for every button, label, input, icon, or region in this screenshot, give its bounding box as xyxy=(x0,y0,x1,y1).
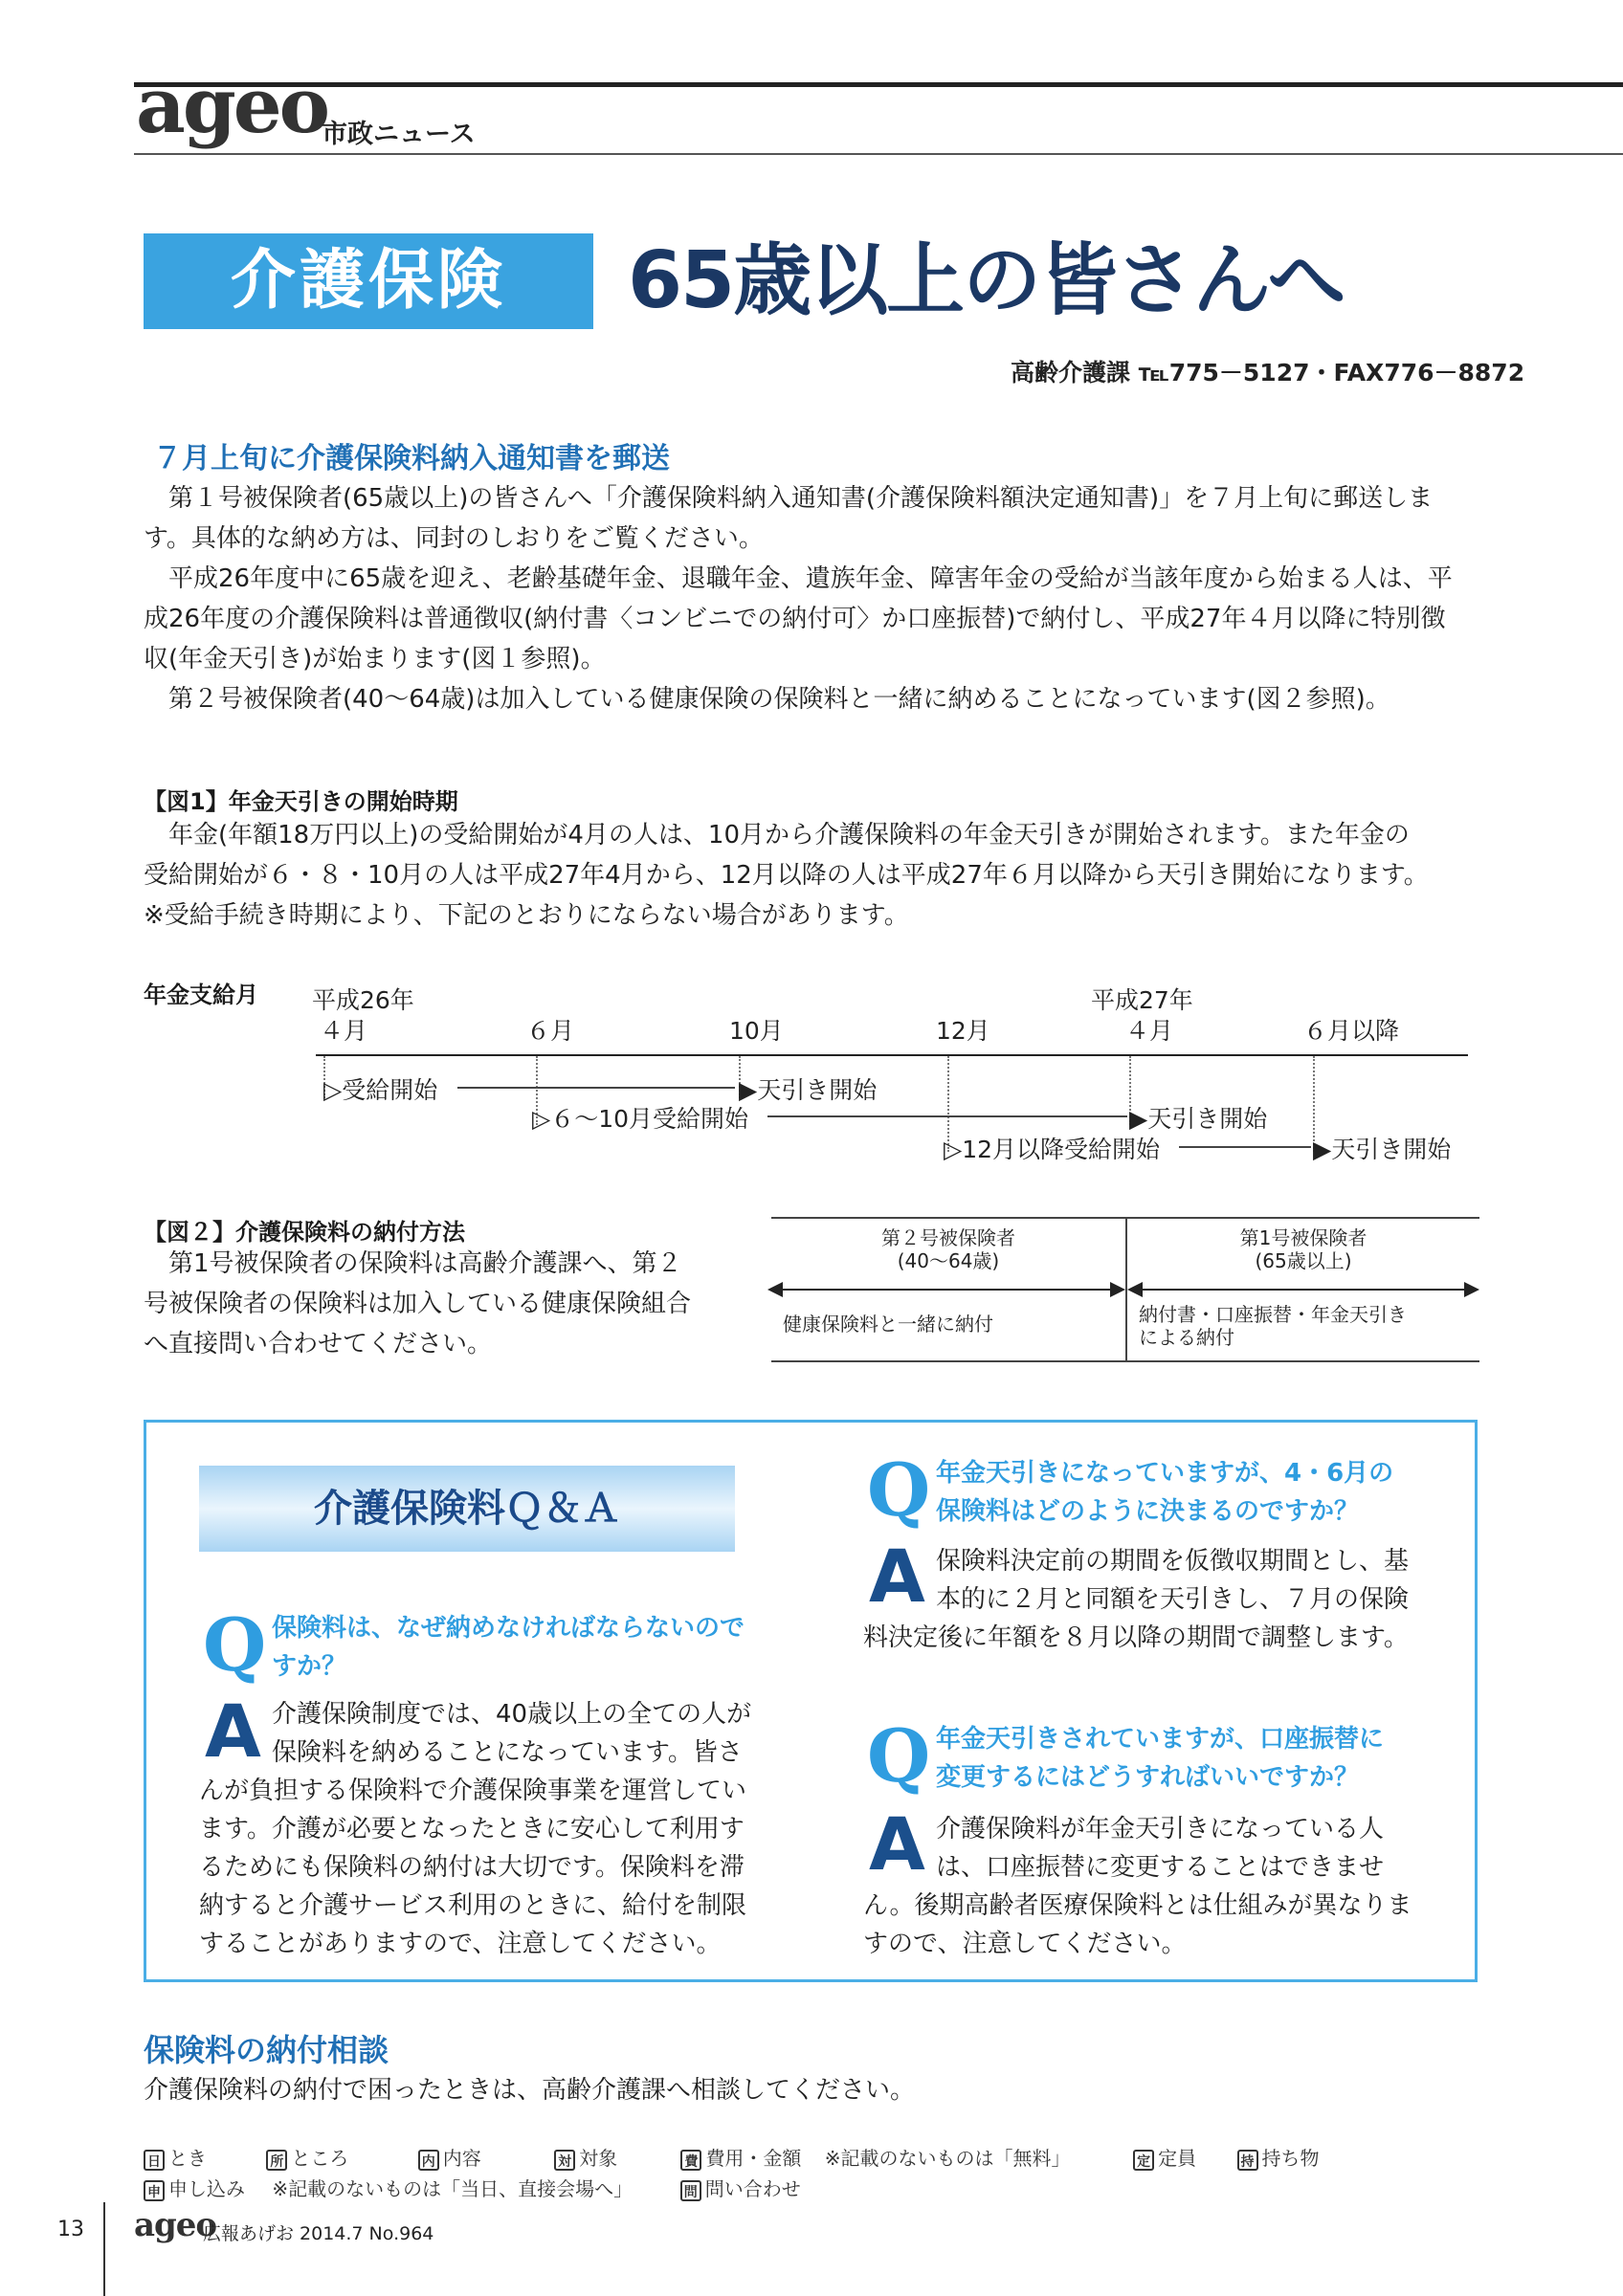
fig2-line: 号被保険者の保険料は加入している健康保険組合 xyxy=(144,1290,692,1318)
notice-line: 第１号被保険者(65歳以上)の皆さんへ「介護保険料納入通知書(介護保険料額決定通知書)」を７月上旬に郵送しま xyxy=(168,484,1434,513)
a1-line: ます。介護が必要となったときに安心して利用す xyxy=(199,1815,745,1843)
q1-line: すか？ xyxy=(272,1652,347,1681)
fig2-arrowhead-left xyxy=(767,1282,783,1297)
legend-item xyxy=(1133,2143,1231,2171)
timeline-row2-line xyxy=(767,1115,1127,1117)
fig2-arrow-right-shaft xyxy=(1139,1289,1472,1291)
legend-label: 対象 xyxy=(579,2147,618,2170)
fig2-heading: 【図２】介護保険料の納付方法 xyxy=(144,1219,465,1246)
footer-text: 広報あげお 2014.7 No.964 xyxy=(203,2223,434,2244)
legend-label: 費用・金額 xyxy=(705,2147,802,2170)
fig2-col2-body-line: 納付書・口座振替・年金天引き xyxy=(1139,1303,1407,1326)
q2-text xyxy=(936,1454,1453,1531)
a3-mark: A xyxy=(869,1801,925,1887)
a1-line: 介護保険制度では、40歳以上の全ての人が xyxy=(272,1700,752,1729)
fig2-col2-body xyxy=(1139,1303,1407,1349)
notice-line: 平成26年度中に65歳を迎え、老齢基礎年金、退職年金、遺族年金、障害年金の受給が当該年度から始まる人は、平 xyxy=(168,564,1453,593)
q2-mark: Q xyxy=(867,1447,931,1533)
fig1-body xyxy=(144,815,1483,936)
timeline-month: 12月 xyxy=(936,1017,990,1045)
header-rule xyxy=(134,82,1623,87)
fig2-col1-title: 第２号被保険者 xyxy=(881,1226,1015,1249)
notice-line: 収(年金天引き)が始まります(図１参照)。 xyxy=(144,645,606,673)
fig1-line: 年金(年額18万円以上)の受給開始が4月の人は、10月から介護保険料の年金天引きが開始されます。また年金の xyxy=(168,821,1410,850)
title-tag: 介護保険 xyxy=(144,233,593,329)
legend-row-1 xyxy=(144,2143,1483,2171)
target-icon: 対 xyxy=(554,2150,575,2171)
fig1-line: 受給開始が６・８・10月の人は平成27年4月から、12月以降の人は平成27年６月以降から天引き開始になります。 xyxy=(144,861,1429,890)
fig2-line: 第1号被保険者の保険料は高齢介護課へ、第２ xyxy=(168,1249,682,1278)
timeline-month: ４月 xyxy=(1125,1017,1174,1045)
legend-item xyxy=(680,2174,834,2201)
legend-item xyxy=(418,2143,548,2171)
capacity-icon: 定 xyxy=(1133,2150,1154,2171)
fig2-arrowhead-right xyxy=(1110,1282,1125,1297)
a3-line: ん。後期高齢者医療保険料とは仕組みが異なりま xyxy=(863,1891,1412,1920)
a3-text xyxy=(863,1801,1456,1963)
q3-text xyxy=(936,1720,1453,1797)
legend-label: 申し込み xyxy=(168,2177,245,2200)
belongings-icon: 持 xyxy=(1237,2150,1258,2171)
fig2-arrowhead-right-2 xyxy=(1464,1282,1479,1297)
legend-label: 問い合わせ xyxy=(704,2177,801,2200)
a2-line: 本的に２月と同額を天引きし、７月の保険 xyxy=(936,1585,1410,1614)
inquiry-icon: 問 xyxy=(680,2180,701,2201)
page-title: 65歳以上の皆さんへ xyxy=(628,235,1345,326)
fig2-col1-head xyxy=(771,1226,1125,1272)
legend-label: とき xyxy=(168,2147,207,2170)
q3-mark: Q xyxy=(867,1713,931,1799)
timeline-row2-end: ▶天引き開始 xyxy=(1129,1105,1268,1133)
timeline-row1-end: ▶天引き開始 xyxy=(739,1076,878,1104)
a3-line: は、口座振替に変更することはできませ xyxy=(936,1853,1385,1882)
apply-icon: 申 xyxy=(144,2180,165,2201)
header-subrule xyxy=(134,153,1623,155)
notice-line: 第２号被保険者(40～64歳)は加入している健康保険の保険料と一緒に納めることになっています(図２参照)。 xyxy=(168,685,1390,714)
legend-item xyxy=(266,2143,411,2171)
fig2-body xyxy=(144,1244,737,1364)
legend-label: 定員 xyxy=(1158,2147,1197,2170)
timeline-year-2: 平成27年 xyxy=(1091,986,1193,1014)
legend-label: ところ xyxy=(291,2147,349,2170)
q3-line: 変更するにはどうすればいいですか？ xyxy=(936,1763,1360,1792)
timeline-axis xyxy=(316,1054,1468,1056)
fig2-arrowhead-left-2 xyxy=(1127,1282,1143,1297)
legend-row-2 xyxy=(144,2174,1483,2201)
a2-mark: A xyxy=(869,1534,925,1619)
timeline-row2-start: ▷６～10月受給開始 xyxy=(532,1105,749,1133)
legend-label: 内容 xyxy=(442,2147,481,2170)
fig2-col1-body: 健康保険料と一緒に納付 xyxy=(783,1313,993,1336)
fig2-col2-age: (65歳以上) xyxy=(1255,1249,1352,1272)
a3-line: 介護保険料が年金天引きになっている人 xyxy=(936,1815,1385,1843)
a2-text xyxy=(863,1534,1456,1657)
fig2-arrow-left-shaft xyxy=(781,1289,1114,1291)
a3-line: すので、注意してください。 xyxy=(863,1930,1187,1958)
a1-line: んが負担する保険料で介護保険事業を運営してい xyxy=(199,1777,747,1805)
legend-item xyxy=(1237,2143,1343,2171)
calendar-icon: 日 xyxy=(144,2150,165,2171)
timeline-row1-line xyxy=(457,1087,735,1089)
fig2-line: へ直接問い合わせてください。 xyxy=(144,1330,493,1358)
a1-line: 納すると介護サービス利用のときに、給付を制限 xyxy=(199,1891,747,1920)
content-icon: 内 xyxy=(418,2150,439,2171)
page-number: 13 xyxy=(57,2218,84,2241)
section-name: 市政ニュース xyxy=(322,120,476,149)
qa-title: 介護保険料Ｑ＆Ａ xyxy=(199,1466,735,1552)
footer-logo: ageo xyxy=(134,2206,217,2244)
legend-label: 持ち物 xyxy=(1261,2147,1320,2170)
fig2-col1-age: (40～64歳) xyxy=(897,1249,1000,1272)
footer-rule xyxy=(103,2202,105,2296)
a1-line: 保険料を納めることになっています。皆さ xyxy=(272,1738,743,1767)
legend-note-2: ※記載のないものは「当日、直接会場へ」 xyxy=(272,2177,634,2200)
contact-info: 高齢介護課 ℡775－5127・FAX776－8872 xyxy=(1011,359,1525,386)
timeline-month: ４月 xyxy=(320,1017,368,1045)
ageo-logo: ageo xyxy=(136,60,328,150)
a1-line: るためにも保険料の納付は大切です。保険料を滞 xyxy=(199,1853,745,1882)
fig2-col2-title: 第1号被保険者 xyxy=(1239,1226,1367,1249)
notice-line: 成26年度の介護保険料は普通徴収(納付書〈コンビニでの納付可〉か口座振替)で納付し、平成27年４月以降に特別徴 xyxy=(144,605,1446,633)
timeline-month: ６月 xyxy=(526,1017,575,1045)
q2-line: 保険料はどのように決まるのですか？ xyxy=(936,1497,1360,1526)
timeline-row1-start: ▷受給開始 xyxy=(323,1076,438,1104)
legend-item xyxy=(144,2174,266,2201)
timeline-year-1: 平成26年 xyxy=(312,986,414,1014)
a1-text xyxy=(199,1689,773,1963)
notice-body xyxy=(144,478,1483,719)
fig2-col2-head xyxy=(1127,1226,1479,1272)
timeline-row3-start: ▷12月以降受給開始 xyxy=(944,1136,1161,1163)
consult-heading: 保険料の納付相談 xyxy=(144,2032,389,2068)
fig1-line: ※受給手続き時期により、下記のとおりにならない場合があります。 xyxy=(144,901,909,930)
place-icon: 所 xyxy=(266,2150,287,2171)
a2-line: 料決定後に年額を８月以降の期間で調整します。 xyxy=(863,1623,1409,1652)
q1-mark: Q xyxy=(203,1602,267,1688)
fig1-heading: 【図1】年金天引きの開始時期 xyxy=(144,788,458,815)
a1-line: することがありますので、注意してください。 xyxy=(199,1930,722,1958)
timeline-month: ６月以降 xyxy=(1303,1017,1400,1045)
timeline-row3-line xyxy=(1179,1146,1311,1148)
consult-text: 介護保険料の納付で困ったときは、高齢介護課へ相談してください。 xyxy=(144,2076,916,2105)
notice-heading: ７月上旬に介護保険料納入通知書を郵送 xyxy=(153,442,670,475)
legend-item xyxy=(144,2143,260,2171)
legend-note-1: ※記載のないものは「無料」 xyxy=(824,2147,1071,2170)
a2-line: 保険料決定前の期間を仮徴収期間とし、基 xyxy=(936,1547,1410,1576)
notice-line: す。具体的な納め方は、同封のしおりをご覧ください。 xyxy=(144,524,764,553)
legend-item xyxy=(680,2143,818,2171)
timeline-month: 10月 xyxy=(729,1017,784,1045)
q2-line: 年金天引きになっていますが、4・6月の xyxy=(936,1459,1394,1488)
a1-mark: A xyxy=(205,1689,261,1774)
q1-line: 保険料は、なぜ納めなければならないので xyxy=(272,1614,745,1643)
q3-line: 年金天引きされていますが、口座振替に xyxy=(936,1725,1385,1754)
q1-text xyxy=(272,1609,789,1686)
timeline-row3-end: ▶天引き開始 xyxy=(1313,1136,1452,1163)
fig2-col2-body-line: による納付 xyxy=(1139,1326,1234,1349)
legend-item xyxy=(554,2143,675,2171)
fig2-table-bottom xyxy=(771,1360,1479,1362)
fee-icon: 費 xyxy=(680,2150,701,2171)
timeline-row-label: 年金支給月 xyxy=(144,982,258,1008)
